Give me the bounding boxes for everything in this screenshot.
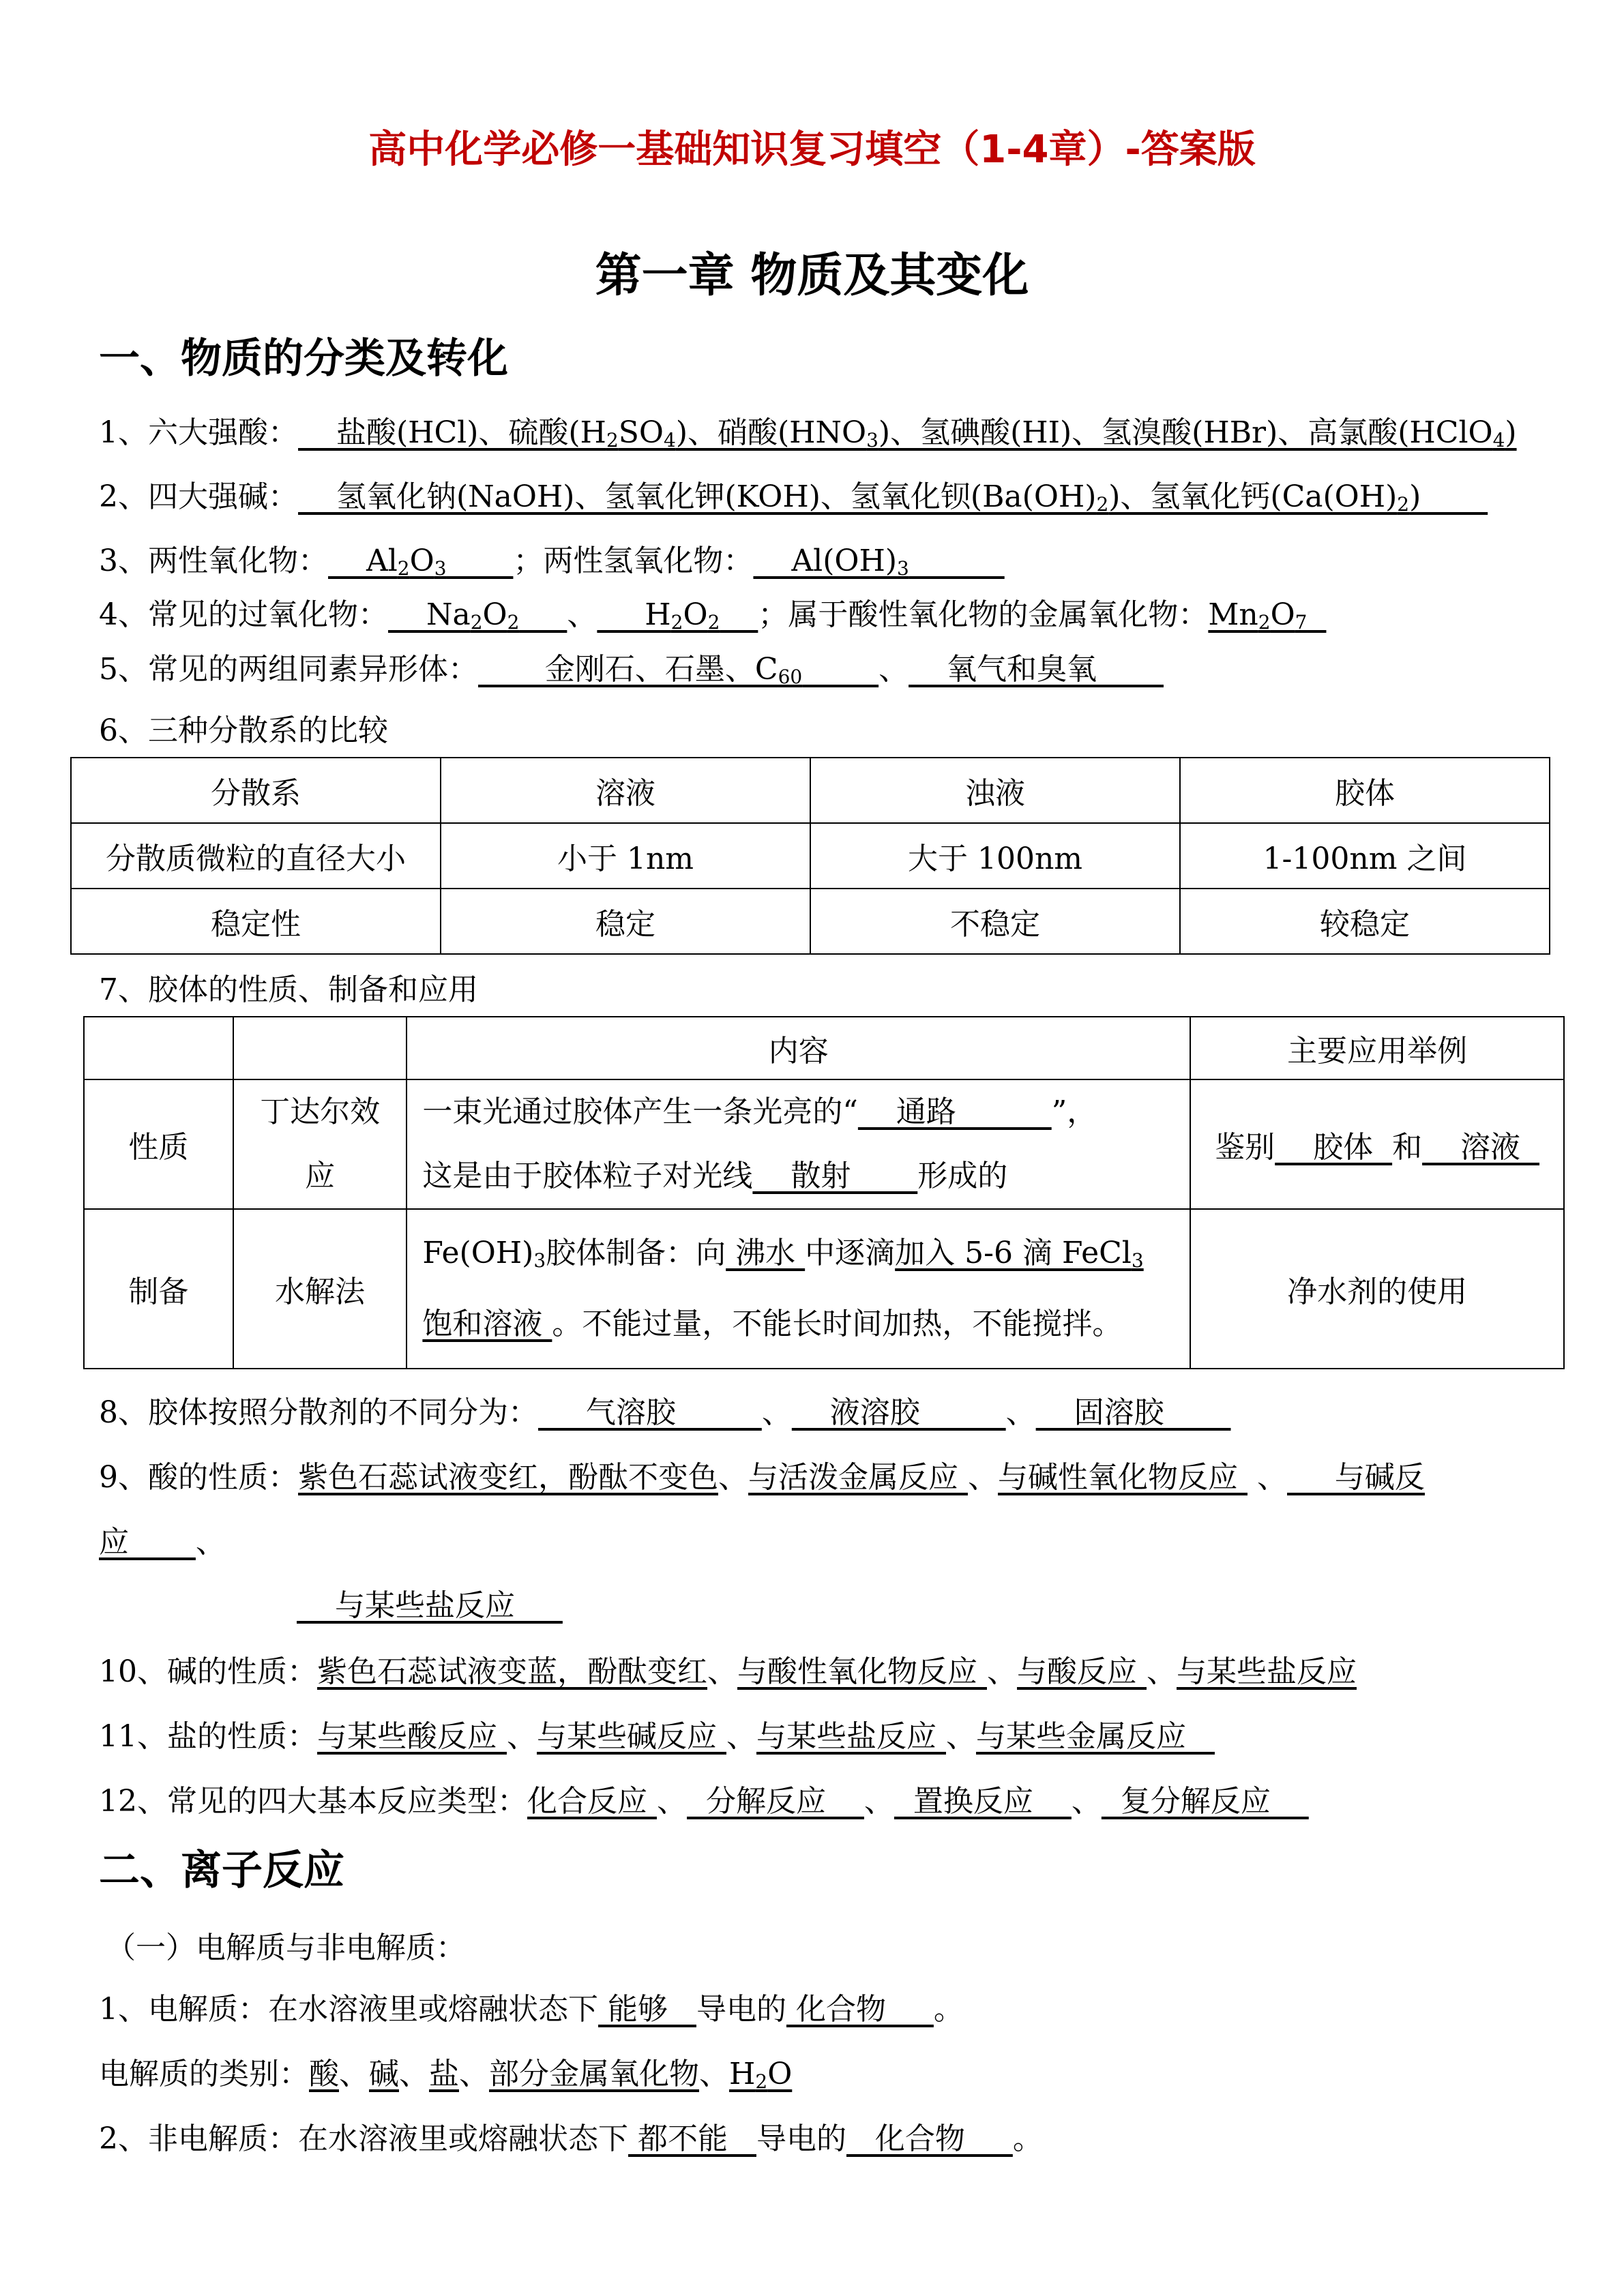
answer-blank: $Na_2O_2$ [388,597,520,633]
question-1: 1、六大强酸： 盐酸(HCl)、硫酸$(H_2SO_4)$、硝酸$(HNO_3)$、氢碘酸(HI)、氢溴酸(HBr)、高氯酸(HClO$_4$) [99,415,1517,451]
answer-blank: 盐酸(HCl)、硫酸$(H_2SO_4)$、硝酸$(HNO_3)$、氢碘酸(HI)、氢溴酸(HBr)、高氯酸(HClO$_4$) [298,415,1517,451]
question-8: 8、胶体按照分散剂的不同分为： 气溶胶 、 液溶胶 、 固溶胶 [99,1395,1231,1430]
answer-blank: $Al_2O_3$ [328,543,447,580]
answer-blank: $H_2O_2$ [597,597,720,633]
answer-blank: $Al(OH)_3$ [753,543,909,580]
question-9: 9、酸的性质：紫色石蕊试液变红，酚酞不变色、与活泼金属反应 、与碱性氧化物反应 、 与碱反 [99,1460,1425,1495]
question-2: 2、四大强碱： 氢氧化钠(NaOH)、氢氧化钾(KOH)、氢氧化钡$(Ba(OH)_2)$、氢氧化钙$(Ca(OH)_2)$ [99,479,1488,516]
question-9-cont: 应 、 [99,1525,226,1560]
question-12: 12、常见的四大基本反应类型：化合反应 、 分解反应 、 置换反应 、 复分解反应 [99,1784,1309,1819]
dispersion-table [70,757,1550,955]
question-3: 3、两性氧化物： $Al_2O_3$ ；两性氢氧化物： $Al(OH)_3$ [99,536,1005,580]
answer-blank: $Mn_2O_7$ [1208,597,1308,633]
answer-blank: 沸水 [726,1236,806,1270]
table-row: 内容 主要应用举例 [84,1017,1564,1079]
answer-blank: 饱和溶液 [422,1307,552,1341]
colloid-table [83,1016,1565,1369]
answer-blank: 散射 [752,1159,918,1193]
chapter-title: 第一章 物质及其变化 [595,249,1029,303]
table-row: 分散系 溶液 浊液 胶体 [71,758,1550,823]
answer-blank: 金刚石、石墨、$C_{60}$ [478,652,803,688]
answer-blank: 胶体 [1275,1130,1393,1165]
non-electrolyte-definition: 2、非电解质：在水溶液里或熔融状态下 都不能 导电的 化合物 。 [99,2121,1043,2156]
electrolyte-types: 电解质的类别：酸、碱、盐、部分金属氧化物、$H_2O$ [99,2057,793,2093]
table-row: 稳定性 稳定 不稳定 较稳定 [71,889,1550,954]
answer-blank: 溶液 [1422,1130,1540,1165]
question-9-cont2: 与某些盐反应 [297,1588,563,1623]
table-row: 性质 丁达尔效 应 一束光通过胶体产生一条光亮的“ 通路 ”， 这是由于胶体粒子对光线 散射 形成的 鉴别 胶体 和 溶液 [84,1079,1564,1209]
section-title-1: 一、物质的分类及转化 [99,335,508,383]
table-row: 分散质微粒的直径大小 小于 1nm 大于 100nm 1-100nm 之间 [71,823,1550,889]
question-11: 11、盐的性质：与某些酸反应 、与某些碱反应 、与某些盐反应 、与某些金属反应 [99,1719,1215,1754]
answer-blank: 氧气和臭氧 [909,652,1164,687]
section-title-2: 二、离子反应 [99,1847,344,1894]
answer-blank: 加入 5-6 滴 FeCl$_3$ [895,1236,1144,1272]
question-4: 4、常见的过氧化物： $Na_2O_2$ 、 $H_2O_2$ ；属于酸性氧化物的金属氧化物：$Mn_2O_7$ [99,590,1326,633]
question-7-label: 7、胶体的性质、制备和应用 [99,972,478,1007]
answer-blank: 氢氧化钠(NaOH)、氢氧化钾(KOH)、氢氧化钡$(Ba(OH)_2)$、氢氧化钙$(Ca(OH)_2)$ [298,479,1488,516]
sub-section-title: （一）电解质与非电解质： [106,1930,466,1965]
electrolyte-definition: 1、电解质：在水溶液里或熔融状态下 能够 导电的 化合物 。 [99,1992,964,2027]
table-row: 制备 水解法 $Fe(OH)_3$胶体制备：向 沸水 中逐滴加入 5-6 滴 FeCl$_3$ 饱和溶液 。不能过量，不能长时间加热，不能搅拌。 净水剂的使用 [84,1209,1564,1369]
document-title: 高中化学必修一基础知识复习填空（1-4章）-答案版 [368,128,1256,172]
question-10: 10、碱的性质：紫色石蕊试液变蓝，酚酞变红、与酸性氧化物反应 、与酸反应 、与某些盐反应 [99,1654,1357,1689]
answer-blank: 通路 [857,1094,1052,1129]
question-5: 5、常见的两组同素异形体： 金刚石、石墨、$C_{60}$ 、 氧气和臭氧 [99,652,1164,688]
question-6-label: 6、三种分散系的比较 [99,713,388,748]
